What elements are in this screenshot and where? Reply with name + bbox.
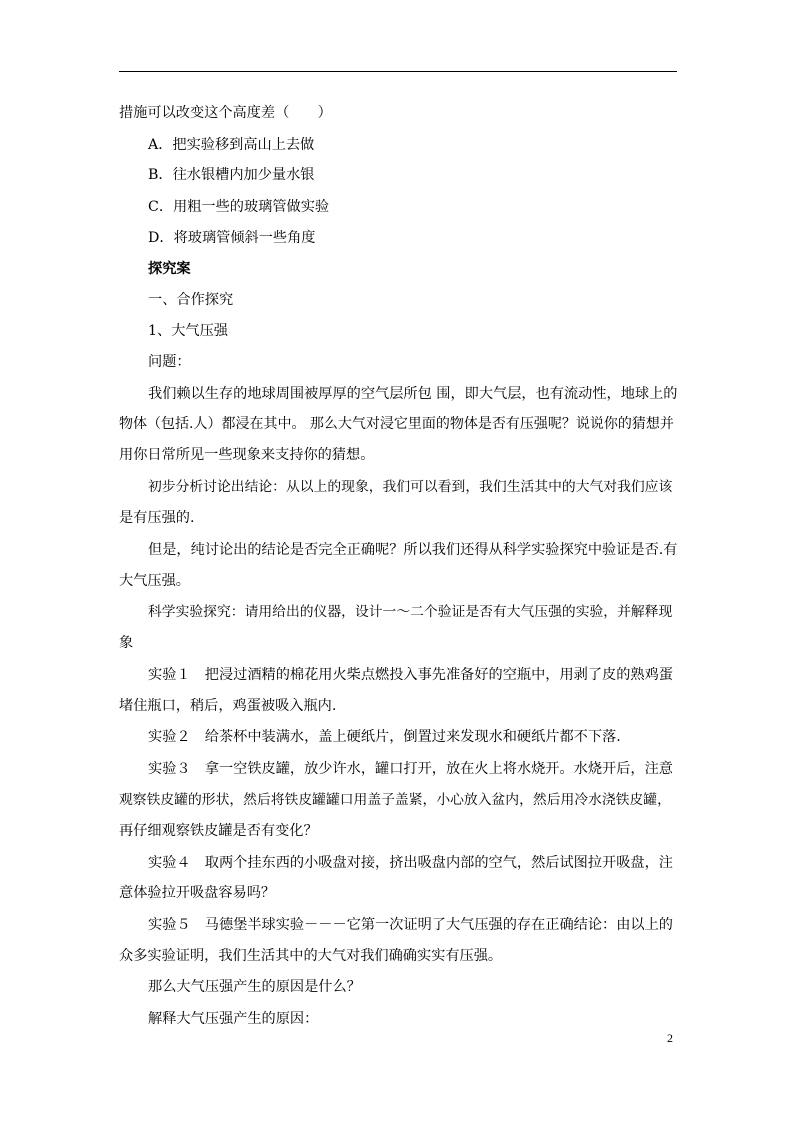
paragraph-line: 观察铁皮罐的形状，然后将铁皮罐罐口用盖子盖紧，小心放入盆内，然后用冷水浇铁皮罐， — [119, 792, 671, 808]
section-heading: 探究案 — [148, 261, 191, 277]
subsection-heading: 一、合作探究 — [148, 292, 234, 308]
paragraph-line: 物体（包括.人）都浸在其中。 那么大气对浸它里面的物体是否有压强呢？说说你的猜想并 — [119, 416, 674, 432]
paragraph-line: 用你日常所见一些现象来支持你的猜想。 — [119, 447, 375, 463]
paragraph-line: 是有压强的. — [119, 510, 195, 526]
paragraph-line: 再仔细观察铁皮罐是否有变化？ — [119, 823, 318, 839]
paragraph-line: 科学实验探究：请用给出的仪器，设计一～二个验证是否有大气压强的实验，并解释现 — [148, 604, 673, 620]
question-stem-continuation: 措施可以改变这个高度差（ ） — [119, 105, 332, 121]
experiment-1: 实验１ 把浸过酒精的棉花用火柴点燃投入事先准备好的空瓶中，用剥了皮的熟鸡蛋 — [148, 667, 673, 683]
experiment-3: 实验３ 拿一空铁皮罐，放少许水，罐口打开，放在火上将水烧开。水烧开后，注意 — [148, 761, 673, 777]
paragraph-line: 那么大气压强产生的原因是什么？ — [148, 979, 361, 995]
paragraph-line: 象 — [119, 635, 134, 651]
paragraph-line: 我们赖以生存的地球周围被厚厚的空气层所包 围，即大气层，也有流动性，地球上的 — [148, 386, 678, 402]
experiment-5: 实验５ 马德堡半球实验－－－它第一次证明了大气压强的存在正确结论：由以上的 — [148, 917, 673, 933]
paragraph-line: 意体验拉开吸盘容易吗？ — [119, 885, 276, 901]
paragraph-line: 解释大气压强产生的原因： — [148, 1011, 319, 1027]
option-d: D．将玻璃管倾斜一些角度 — [148, 230, 316, 246]
question-label: 问题： — [148, 354, 191, 370]
experiment-2: 实验２ 给茶杯中装满水，盖上硬纸片，倒置过来发现水和硬纸片都不下落. — [148, 729, 621, 745]
paragraph-line: 众多实验证明，我们生活其中的大气对我们确确实实有压强。 — [119, 948, 503, 964]
option-a: A．把实验移到高山上去做 — [148, 137, 315, 153]
paragraph-line: 初步分析讨论出结论：从以上的现象，我们可以看到，我们生活其中的大气对我们应该 — [148, 479, 673, 495]
option-c: C．用粗一些的玻璃管做实验 — [148, 199, 330, 215]
paragraph-line: 堵住瓶口，稍后，鸡蛋被吸入瓶内. — [119, 698, 337, 714]
paragraph-line: 但是，纯讨论出的结论是否完全正确呢？所以我们还得从科学实验探究中验证是否.有 — [148, 542, 678, 558]
paragraph-line: 大气压强。 — [119, 573, 190, 589]
topic-heading: 1、大气压强 — [148, 323, 228, 339]
header-rule — [119, 71, 677, 72]
page-number: 2 — [667, 1031, 673, 1045]
experiment-4: 实验４ 取两个挂东西的小吸盘对接，挤出吸盘内部的空气，然后试图拉开吸盘，注 — [148, 855, 673, 871]
option-b: B．往水银槽内加少量水银 — [148, 167, 315, 183]
